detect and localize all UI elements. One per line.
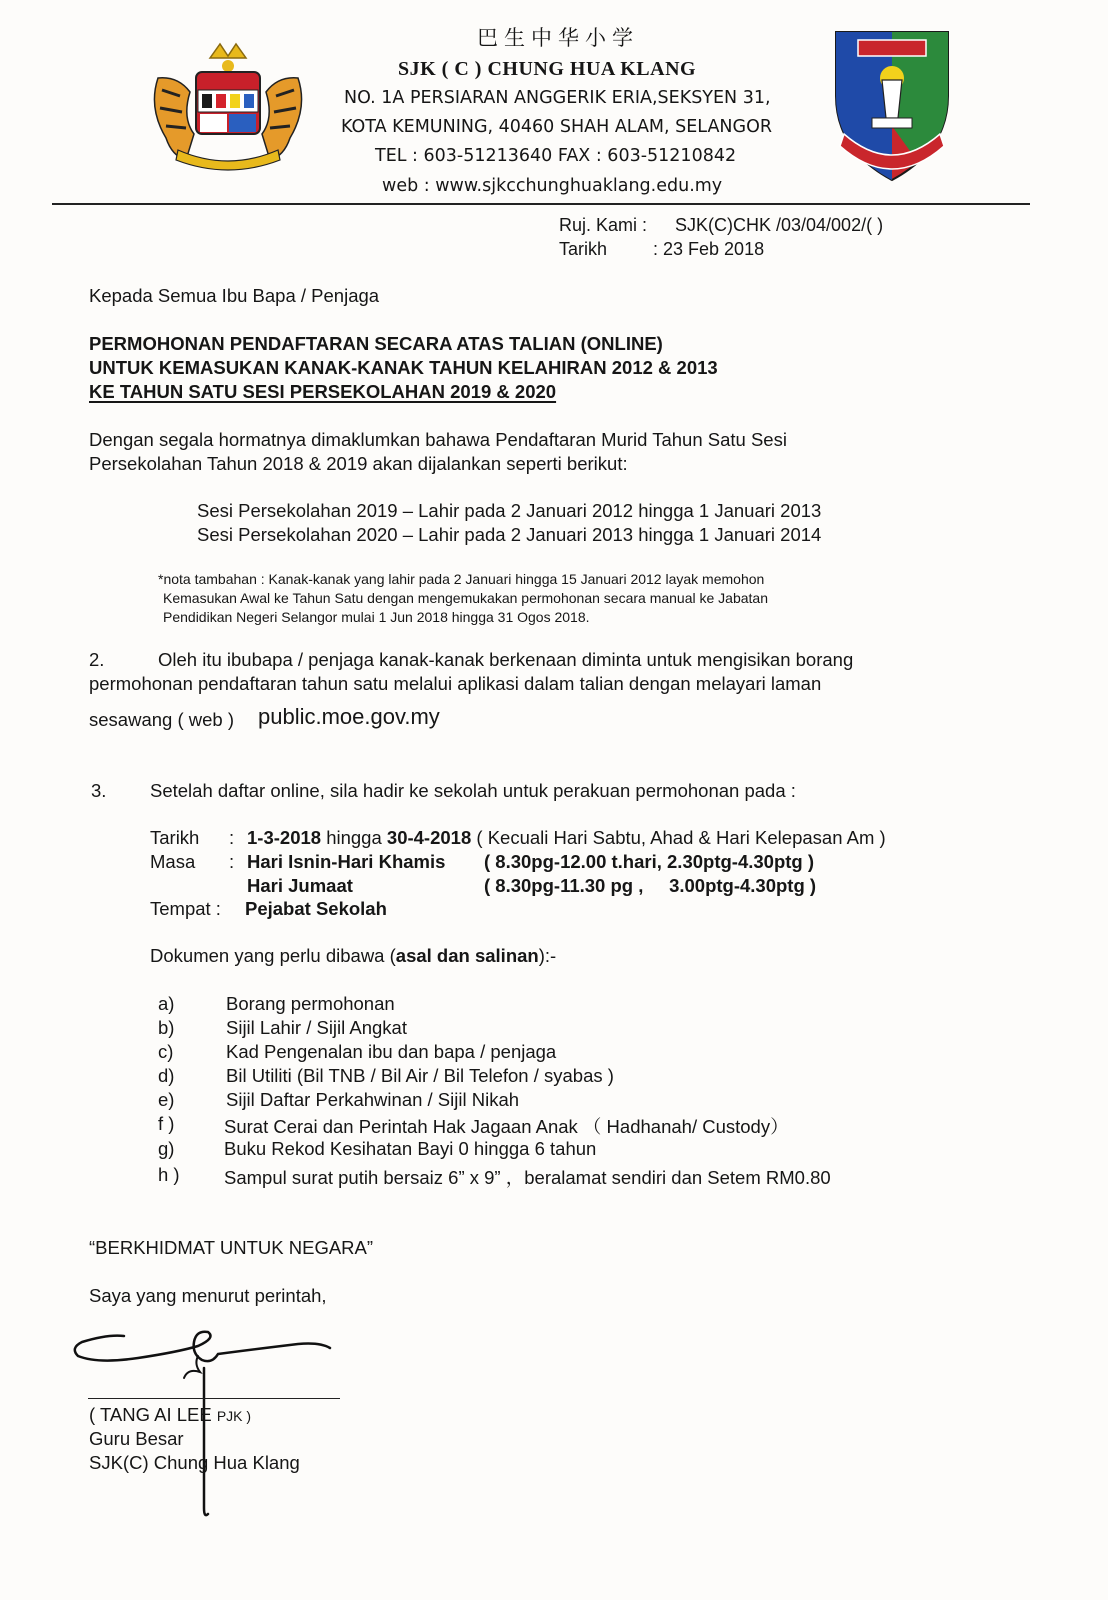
signatory-school: SJK(C) Chung Hua Klang — [89, 1452, 300, 1473]
documents-intro-suffix: ):- — [538, 945, 557, 966]
signature-line — [88, 1398, 340, 1399]
friday-days: Hari Jumaat — [247, 875, 353, 896]
schedule-date-colon: : — [229, 827, 235, 848]
school-name: SJK ( C ) CHUNG HUA KLANG — [398, 58, 697, 80]
schedule-place-label: Tempat : — [150, 898, 221, 919]
session-2020: Sesi Persekolahan 2020 – Lahir pada 2 Januari 2013 hingga 1 Januari 2014 — [197, 524, 822, 545]
para2-line-3: sesawang ( web ) — [89, 709, 234, 730]
schedule-date-value — [247, 827, 886, 849]
list-item-letter: h ) — [158, 1164, 180, 1185]
para3-text: Setelah daftar online, sila hadir ke sekolah untuk perakuan permohonan pada : — [150, 780, 796, 801]
list-item: Sampul surat putih bersaiz 6” x 9” ，beralamat sendiri dan Setem RM0.80 — [224, 1167, 831, 1188]
list-item-letter: b) — [158, 1017, 175, 1038]
address-line-2: KOTA KEMUNING, 40460 SHAH ALAM, SELANGOR — [341, 117, 773, 137]
date-label: Tarikh — [559, 239, 608, 259]
letterhead-divider — [52, 203, 1030, 205]
reference-label: Ruj. Kami : — [559, 215, 648, 235]
schedule-time-colon: : — [229, 851, 235, 872]
title-line-1: PERMOHONAN PENDAFTARAN SECARA ATAS TALIAN (ONLINE) — [89, 333, 663, 354]
para2-number: 2. — [89, 649, 105, 670]
list-item: Surat Cerai dan Perintah Hak Jagaan Anak （ Hadhanah/ Custody） — [224, 1116, 789, 1137]
date-between: hingga — [326, 827, 382, 848]
phone-fax-line: TEL : 603-51213640 FAX : 603-51210842 — [375, 146, 737, 166]
para3-number: 3. — [91, 780, 107, 801]
session-2019: Sesi Persekolahan 2019 – Lahir pada 2 Januari 2012 hingga 1 Januari 2013 — [197, 500, 822, 521]
list-item: Bil Utiliti (Bil TNB / Bil Air / Bil Telefon / syabas ) — [226, 1065, 614, 1086]
para2-line-1: Oleh itu ibubapa / penjaga kanak-kanak berkenaan diminta untuk mengisikan borang — [158, 649, 854, 670]
list-item: Borang permohonan — [226, 993, 395, 1014]
date-from: 1-3-2018 — [247, 827, 322, 848]
weekday-days: Hari Isnin-Hari Khamis — [247, 851, 446, 872]
signatory-name-suffix: PJK ) — [216, 1408, 252, 1424]
date-value: : 23 Feb 2018 — [653, 239, 765, 259]
school-chinese-name: 巴生中华小学 — [477, 26, 639, 50]
list-item-letter: c) — [158, 1041, 174, 1062]
note-line-1: *nota tambahan : Kanak-kanak yang lahir pada 2 Januari hingga 15 Januari 2012 layak memohon — [158, 571, 765, 587]
reference-number: SJK(C)CHK /03/04/002/( ) — [675, 215, 884, 235]
documents-intro-bold: asal dan salinan — [395, 945, 539, 966]
list-item-letter: d) — [158, 1065, 175, 1086]
note-line-3: Pendidikan Negeri Selangor mulai 1 Jun 2018 hingga 31 Ogos 2018. — [163, 609, 590, 625]
school-badge-logo — [828, 26, 956, 186]
para2-line-2: permohonan pendaftaran tahun satu melalui aplikasi dalam talian dengan melayari laman — [89, 673, 822, 694]
coat-of-arms-logo — [138, 38, 318, 174]
intro-line-1: Dengan segala hormatnya dimaklumkan bahawa Pendaftaran Murid Tahun Satu Sesi — [89, 429, 787, 450]
list-item: Sijil Lahir / Sijil Angkat — [226, 1017, 407, 1038]
registration-url: public.moe.gov.my — [258, 704, 440, 729]
note-line-2: Kemasukan Awal ke Tahun Satu dengan mengemukakan permohonan secara manual ke Jabatan — [163, 590, 769, 606]
documents-intro — [150, 945, 556, 967]
schedule-date-label: Tarikh — [150, 827, 200, 848]
date-exception: ( Kecuali Hari Sabtu, Ahad & Hari Kelepasan Am ) — [476, 827, 886, 848]
signatory-name — [89, 1404, 251, 1426]
website-line: web : www.sjkcchunghuaklang.edu.my — [382, 176, 723, 196]
list-item-letter: g) — [158, 1138, 175, 1159]
list-item-letter: e) — [158, 1089, 175, 1110]
weekday-hours: ( 8.30pg-12.00 t.hari, 2.30ptg-4.30ptg ) — [484, 851, 815, 872]
recipient: Kepada Semua Ibu Bapa / Penjaga — [89, 285, 380, 306]
list-item-letter: f ) — [158, 1113, 175, 1134]
signatory-position: Guru Besar — [89, 1428, 184, 1449]
list-item-letter: a) — [158, 993, 175, 1014]
documents-intro-prefix: Dokumen yang perlu dibawa ( — [150, 945, 396, 966]
motto: “BERKHIDMAT UNTUK NEGARA” — [89, 1237, 374, 1258]
title-line-3: KE TAHUN SATU SESI PERSEKOLAHAN 2019 & 2020 — [89, 381, 557, 402]
schedule-place-value: Pejabat Sekolah — [245, 898, 387, 919]
intro-line-2: Persekolahan Tahun 2018 & 2019 akan dijalankan seperti berikut: — [89, 453, 628, 474]
list-item: Buku Rekod Kesihatan Bayi 0 hingga 6 tahun — [224, 1138, 597, 1159]
sign-off: Saya yang menurut perintah, — [89, 1285, 327, 1306]
schedule-time-label: Masa — [150, 851, 196, 872]
signatory-name-main: ( TANG AI LEE — [89, 1404, 212, 1425]
title-line-2: UNTUK KEMASUKAN KANAK-KANAK TAHUN KELAHIRAN 2012 & 2013 — [89, 357, 718, 378]
list-item: Sijil Daftar Perkahwinan / Sijil Nikah — [226, 1089, 520, 1110]
address-line-1: NO. 1A PERSIARAN ANGGERIK ERIA,SEKSYEN 31, — [344, 88, 771, 108]
list-item: Kad Pengenalan ibu dan bapa / penjaga — [226, 1041, 557, 1062]
friday-hours: ( 8.30pg-11.30 pg , 3.00ptg-4.30ptg ) — [484, 875, 817, 896]
date-to: 30-4-2018 — [386, 827, 472, 848]
